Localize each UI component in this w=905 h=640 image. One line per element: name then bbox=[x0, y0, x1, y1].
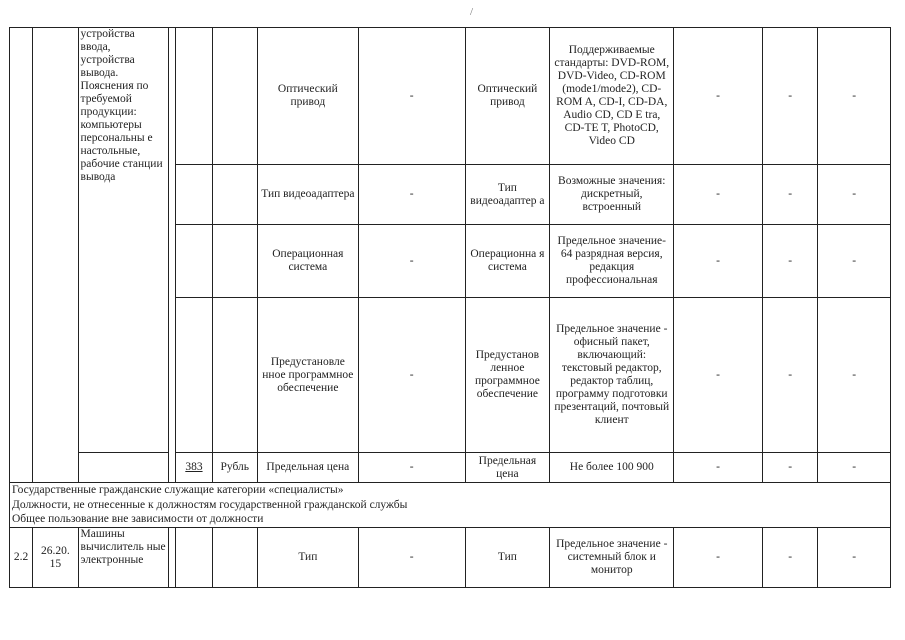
cell-characteristic: Оптический привод bbox=[257, 28, 358, 165]
cell-unit-value: - bbox=[358, 298, 465, 453]
cell-characteristic: Предустановле нное программное обеспечение bbox=[257, 298, 358, 453]
cell-c1: - bbox=[674, 528, 763, 588]
cell-value: Поддерживаемые стандарты: DVD-ROM, DVD-Video, CD-ROM (mode1/mode2), CD-ROM A, CD-I, CD-DA, Audio CD, CD E tra, CD-TE T, PhotoCD, Video CD bbox=[550, 28, 674, 165]
cell-c2: - bbox=[762, 28, 817, 165]
cell-characteristic2: Предустанов ленное программное обеспечение bbox=[465, 298, 550, 453]
cell-value: Предельное значение- 64 разрядная версия, редакция профессиональная bbox=[550, 225, 674, 298]
cell-description: устройства ввода, устройства вывода. Пояснения по требуемой продукции: компьютеры персональны е настольные, рабочие станции вывода bbox=[78, 28, 169, 453]
cell-description bbox=[78, 453, 169, 483]
cell-value: Предельное значение - системный блок и монитор bbox=[550, 528, 674, 588]
cell-spacer bbox=[169, 28, 176, 483]
cell-code bbox=[176, 165, 212, 225]
cell-value: Возможные значения: дискретный, встроенный bbox=[550, 165, 674, 225]
cell-num: 2.2 bbox=[10, 528, 33, 588]
cell-characteristic: Тип видеоадаптера bbox=[257, 165, 358, 225]
cell-c2: - bbox=[762, 165, 817, 225]
cell-characteristic: Тип bbox=[257, 528, 358, 588]
cell-c1: - bbox=[674, 28, 763, 165]
cell-unit bbox=[212, 165, 257, 225]
cell-c1: - bbox=[674, 225, 763, 298]
cell-okpd bbox=[33, 28, 78, 483]
cell-unit-value: - bbox=[358, 28, 465, 165]
cell-characteristic2: Тип bbox=[465, 528, 550, 588]
cell-unit-value: - bbox=[358, 165, 465, 225]
cell-okpd: 26.20. 15 bbox=[33, 528, 78, 588]
section-line-category: Государственные гражданские служащие категории «специалисты» bbox=[10, 483, 891, 498]
cell-c2: - bbox=[762, 528, 817, 588]
cell-characteristic2: Операционна я система bbox=[465, 225, 550, 298]
cell-characteristic2: Тип видеоадаптер а bbox=[465, 165, 550, 225]
cell-description: Машины вычислитель ные электронные bbox=[78, 528, 169, 588]
cell-unit-value: - bbox=[358, 453, 465, 483]
cell-value: Не более 100 900 bbox=[550, 453, 674, 483]
cell-unit bbox=[212, 225, 257, 298]
cell-num bbox=[10, 28, 33, 483]
cell-c1: - bbox=[674, 298, 763, 453]
cell-unit bbox=[212, 528, 257, 588]
cell-characteristic2: Оптический привод bbox=[465, 28, 550, 165]
section-line-usage: Общее пользование вне зависимости от должности bbox=[10, 513, 891, 528]
cell-c3: - bbox=[818, 225, 891, 298]
cell-unit bbox=[212, 28, 257, 165]
table-row-price bbox=[10, 453, 891, 483]
cell-unit-value: - bbox=[358, 528, 465, 588]
cell-spacer bbox=[169, 528, 176, 588]
section-line bbox=[10, 483, 891, 498]
cell-c3: - bbox=[818, 28, 891, 165]
cell-code: 383 bbox=[176, 453, 212, 483]
cell-code bbox=[176, 528, 212, 588]
requirements-table bbox=[9, 27, 891, 588]
section-line bbox=[10, 513, 891, 528]
cell-value: Предельное значение - офисный пакет, включающий: текстовый редактор, редактор таблиц, программу подготовки презентаций, почтовый клиент bbox=[550, 298, 674, 453]
cell-code bbox=[176, 28, 212, 165]
cell-code bbox=[176, 298, 212, 453]
cell-c2: - bbox=[762, 453, 817, 483]
section-line-positions: Должности, не отнесенные к должностям государственной гражданской службы bbox=[10, 498, 891, 513]
cell-c1: - bbox=[674, 165, 763, 225]
table-row bbox=[10, 28, 891, 165]
section-line bbox=[10, 498, 891, 513]
cell-c3: - bbox=[818, 528, 891, 588]
cell-unit: Рубль bbox=[212, 453, 257, 483]
cell-characteristic: Предельная цена bbox=[257, 453, 358, 483]
cell-characteristic: Операционная система bbox=[257, 225, 358, 298]
cell-unit-value: - bbox=[358, 225, 465, 298]
table-row bbox=[10, 528, 891, 588]
cell-c1: - bbox=[674, 453, 763, 483]
cell-c3: - bbox=[818, 453, 891, 483]
cell-c3: - bbox=[818, 165, 891, 225]
cell-unit bbox=[212, 298, 257, 453]
cell-c2: - bbox=[762, 225, 817, 298]
cell-c2: - bbox=[762, 298, 817, 453]
cell-code bbox=[176, 225, 212, 298]
cell-characteristic2: Предельная цена bbox=[465, 453, 550, 483]
cell-c3: - bbox=[818, 298, 891, 453]
page-mark: / bbox=[470, 6, 474, 18]
